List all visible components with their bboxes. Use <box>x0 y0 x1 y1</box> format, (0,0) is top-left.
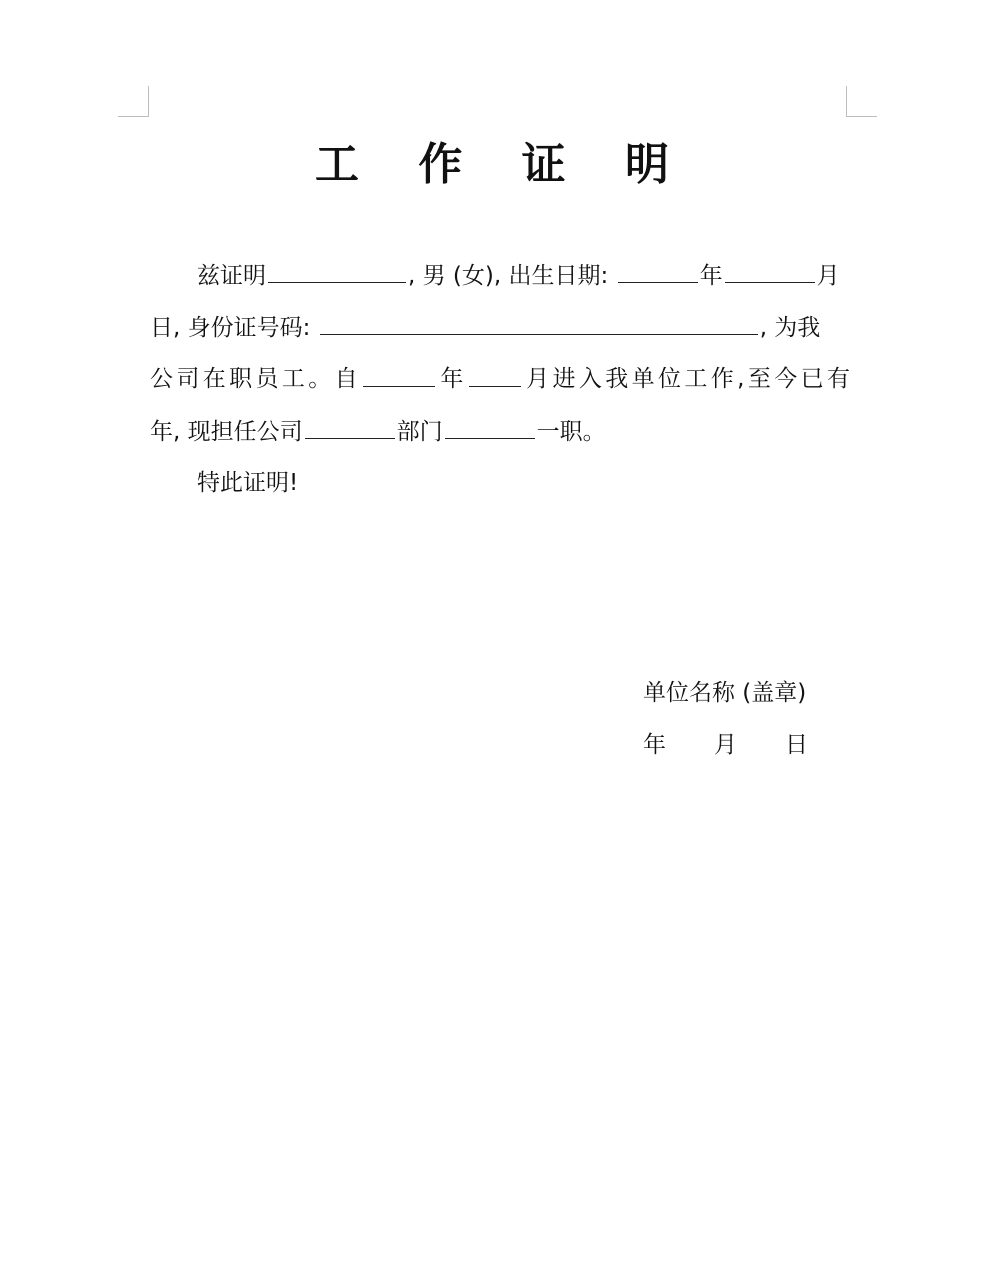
char: 工 <box>281 366 305 392</box>
birth-month-blank <box>725 258 815 283</box>
date-month: 月 <box>714 732 737 758</box>
char: 位 <box>658 366 681 392</box>
date-year: 年 <box>643 732 666 758</box>
char: 月 <box>526 366 550 392</box>
char: 我 <box>605 366 629 392</box>
paragraph-line-4 <box>150 414 850 448</box>
text-gender-birth: , 男 (女), 出生日期: <box>408 263 609 289</box>
position-blank <box>445 414 535 439</box>
char: 司 <box>176 366 200 392</box>
char: 进 <box>552 366 576 392</box>
unit-name-seal: 单位名称 (盖章) <box>643 680 807 706</box>
char: 有 <box>826 366 850 392</box>
char: 至 <box>747 366 771 392</box>
page-corner-mark-top-left <box>118 86 149 117</box>
document-title: 工 作 证 明 <box>315 139 691 190</box>
date-day: 日 <box>785 732 808 758</box>
char: 职 <box>229 366 253 392</box>
text-department: 部门 <box>396 419 443 445</box>
char: 公 <box>150 366 173 392</box>
text-year-position: 年, 现担任公司 <box>150 419 303 445</box>
char: 年 <box>440 366 464 392</box>
text-year: 年 <box>699 263 723 289</box>
char: 已 <box>800 366 824 392</box>
char: 在 <box>202 366 226 392</box>
department-blank <box>305 414 395 439</box>
page-corner-mark-top-right <box>846 86 877 117</box>
text-month: 月 <box>816 263 840 289</box>
char: 单 <box>631 366 655 392</box>
paragraph-line-1 <box>197 258 850 292</box>
paragraph-line-3 <box>150 362 850 396</box>
char: 。 <box>308 366 332 392</box>
text-for-our: , 为我 <box>759 315 821 341</box>
paragraph-line-2 <box>150 310 850 344</box>
entry-month-blank <box>469 362 521 387</box>
text-certify: 兹证明 <box>197 263 266 289</box>
text-position: 一职。 <box>536 419 606 445</box>
closing-statement: 特此证明! <box>197 470 299 496</box>
char: 自 <box>334 366 358 392</box>
char: 今 <box>774 366 798 392</box>
char: , <box>737 366 745 392</box>
birth-year-blank <box>618 258 698 283</box>
text-day-id: 日, 身份证号码: <box>150 315 311 341</box>
char: 作 <box>710 366 734 392</box>
char: 员 <box>255 366 279 392</box>
signature-date <box>643 728 808 762</box>
char: 工 <box>684 366 708 392</box>
id-number-blank <box>320 310 758 335</box>
name-blank <box>268 258 406 283</box>
entry-year-blank <box>363 362 435 387</box>
char: 入 <box>578 366 602 392</box>
